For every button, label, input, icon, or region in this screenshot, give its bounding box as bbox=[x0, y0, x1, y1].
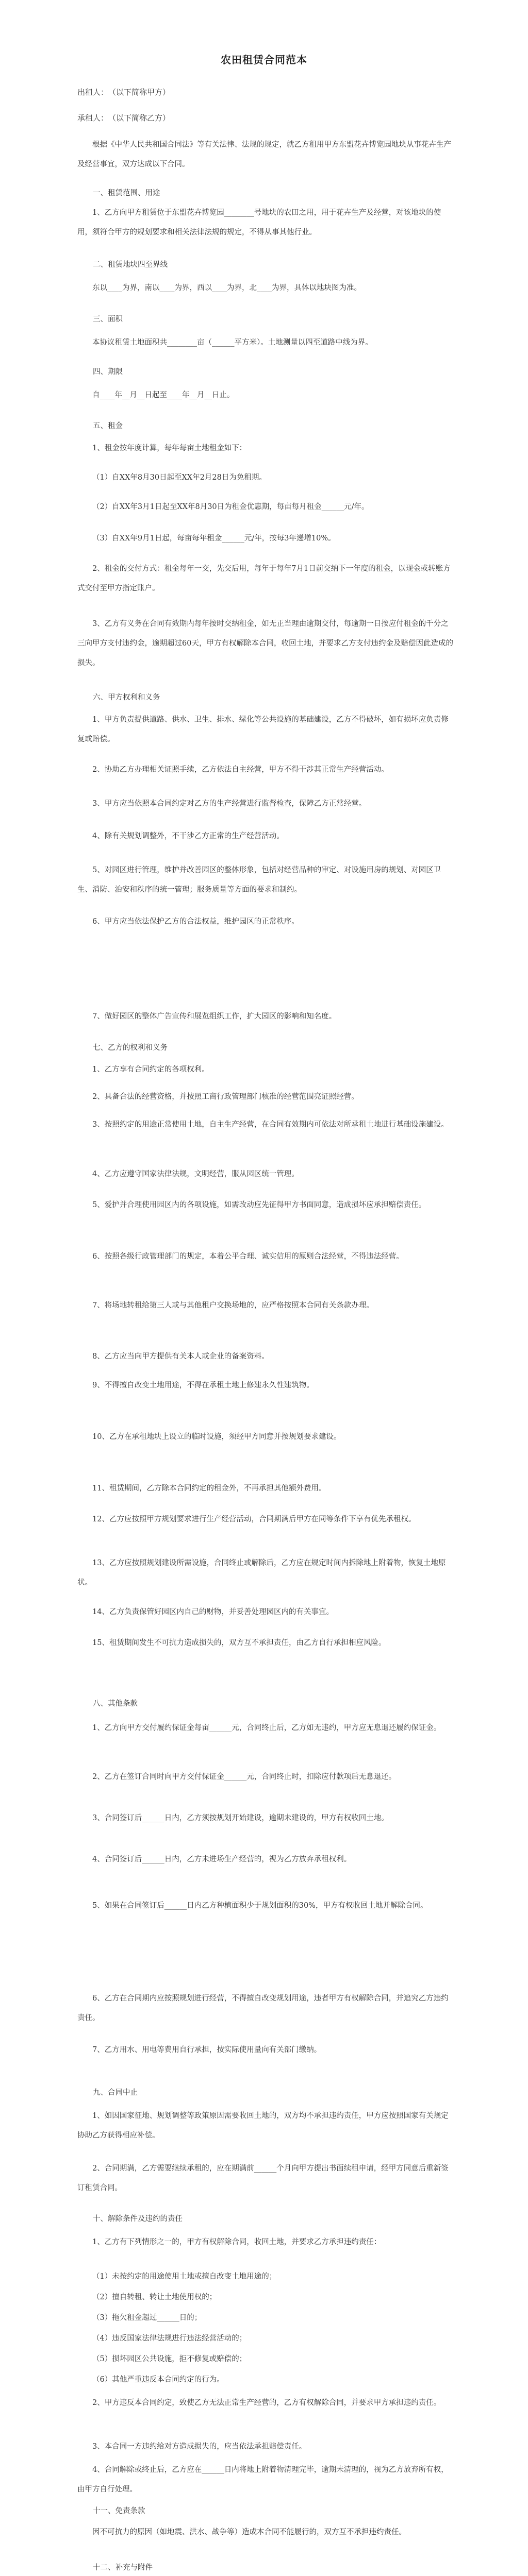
section-5-item-1a: （1）自XX年8月30日起至XX年2月28日为免租期。 bbox=[92, 473, 267, 482]
section-6-item-4: 4、除有关规划调整外，不干涉乙方正常的生产经营活动。 bbox=[92, 832, 284, 840]
section-7-item-6: 6、按照各级行政管理部门的规定，本着公平合理、诚实信用的原则合法经营，不得违法经营。 bbox=[92, 1252, 404, 1261]
section-7-item-12: 12、乙方应按照甲方规划要求进行生产经营活动，合同期满后甲方在同等条件下享有优先承租权。 bbox=[92, 1515, 416, 1523]
section-7-item-7: 7、将场地转租给第三人或与其他租户交换场地的，应严格按照本合同有关条款办理。 bbox=[92, 1301, 374, 1310]
section-7-item-5: 5、爱护并合理使用园区内的各项设施，如需改动应先征得甲方书面同意，造成损坏应承担赔偿责任。 bbox=[92, 1201, 426, 1209]
section-1-heading: 一、租赁范围、用途 bbox=[93, 189, 160, 197]
section-7-item-10: 10、乙方在承租地块上设立的临时设施，须经甲方同意并按规划要求建设。 bbox=[92, 1433, 341, 1441]
section-3-heading: 三、面积 bbox=[93, 315, 123, 324]
section-7-item-11: 11、租赁期间，乙方除本合同约定的租金外，不再承担其他额外费用。 bbox=[92, 1484, 326, 1493]
section-5-heading: 五、租金 bbox=[93, 422, 123, 430]
section-8-heading: 八、其他条款 bbox=[93, 1700, 138, 1708]
section-6-item-7: 7、做好园区的整体广告宣传和展览组织工作，扩大园区的影响和知名度。 bbox=[92, 1012, 337, 1021]
section-10-item-1a: （1）未按约定的用途使用土地或擅自改变土地用途的； bbox=[92, 2273, 277, 2281]
section-7-item-3: 3、按照约定的用途正常使用土地，自主生产经营，在合同有效期内可依法对所承租土地进行基础设施建设。 bbox=[92, 1121, 449, 1129]
section-1-item-1: 1、乙方向甲方租赁位于东盟花卉博览园________号地块的农田之用，用于花卉生产及经营，对该地块的使用，须符合甲方的规划要求和相关法律法规的规定，不得从事其他行业。 bbox=[77, 209, 441, 236]
document-title: 农田租赁合同范本 bbox=[221, 54, 307, 66]
section-7-item-15: 15、租赁期间发生不可抗力造成损失的，双方互不承担责任，由乙方自行承担相应风险。 bbox=[92, 1639, 386, 1647]
section-6-item-5: 5、对园区进行管理，维护并改善园区的整体形象，包括对经营品种的审定、对设施用房的规划、对园区卫生、消防、治安和秩序的统一管理；服务质量等方面的要求和制约。 bbox=[77, 866, 441, 894]
section-6-heading: 六、甲方权利和义务 bbox=[93, 693, 160, 702]
section-10-item-1e: （5）损坏园区公共设施，拒不修复或赔偿的； bbox=[92, 2355, 247, 2363]
section-7-item-8: 8、乙方应当向甲方提供有关本人或企业的备案资料。 bbox=[92, 1352, 269, 1361]
section-10-item-1: 1、乙方有下列情形之一的，甲方有权解除合同，收回土地，并要求乙方承担违约责任： bbox=[92, 2238, 382, 2246]
intro-paragraph: 根据《中华人民共和国合同法》等有关法律、法规的规定，就乙方租用甲方东盟花卉博览园地块从事花卉生产及经营事宜，双方达成以下合同。 bbox=[77, 141, 451, 168]
section-12-heading: 十二、补充与附件 bbox=[93, 2564, 153, 2572]
section-8-item-7: 7、乙方用水、用电等费用自行承担，按实际使用量向有关部门缴纳。 bbox=[92, 2046, 322, 2054]
section-5-item-1: 1、租金按年度计算，每年每亩土地租金如下： bbox=[92, 444, 247, 452]
section-8-item-2: 2、乙方在签订合同时向甲方交付保证金______元，合同终止时，扣除应付款项后无息退还。 bbox=[92, 1773, 397, 1781]
section-11-heading: 十一、免责条款 bbox=[93, 2507, 145, 2515]
section-8-item-1: 1、乙方向甲方交付履约保证金每亩______元，合同终止后，乙方如无违约，甲方应无息退还履约保证金。 bbox=[92, 1724, 441, 1732]
section-6-item-2: 2、协助乙方办理相关证照手续，乙方依法自主经营，甲方不得干涉其正常生产经营活动。 bbox=[92, 766, 389, 774]
section-2-heading: 二、租赁地块四至界线 bbox=[93, 261, 168, 269]
section-11-item-1: 因不可抗力的原因（如地震、洪水、战争等）造成本合同不能履行的，双方互不承担违约责任。 bbox=[92, 2528, 406, 2536]
section-7-item-1: 1、乙方享有合同约定的各项权利。 bbox=[92, 1065, 209, 1074]
section-5-item-3: 3、乙方有义务在合同有效期内每年按时交纳租金，如无正当理由逾期交付，每逾期一日按应付租金的千分之三向甲方支付违约金，逾期超过60天，甲方有权解除本合同，收回土地，并要求乙方支付违约金及赔偿因此造成的损失。 bbox=[77, 620, 453, 667]
section-4-heading: 四、期限 bbox=[93, 368, 123, 376]
section-5-item-1b: （2）自XX年3月1日起至XX年8月30日为租金优惠期，每亩每月租金______元/年。 bbox=[92, 503, 369, 511]
section-6-item-3: 3、甲方应当依照本合同约定对乙方的生产经营进行监督检查，保障乙方正常经营。 bbox=[92, 800, 367, 808]
section-2-item-1: 东以____为界，南以____为界，西以____为界，北____为界，具体以地块图为准。 bbox=[92, 284, 361, 292]
section-5-item-1c: （3）自XX年9月1日起，每亩每年租金______元/年，按每3年递增10%。 bbox=[92, 534, 336, 543]
section-4-item-1: 自____年__月__日起至____年__月__日止。 bbox=[92, 391, 235, 399]
section-6-item-6: 6、甲方应当依法保护乙方的合法权益，维护园区的正常秩序。 bbox=[92, 918, 299, 926]
section-7-item-4: 4、乙方应遵守国家法律法规，文明经营，服从园区统一管理。 bbox=[92, 1170, 299, 1178]
section-10-heading: 十、解除条件及违约的责任 bbox=[93, 2215, 183, 2223]
section-10-item-4: 4、合同解除或终止后，乙方应在______日内将地上附着物清理完毕，逾期未清理的，视为乙方放弃所有权，由甲方自行处理。 bbox=[77, 2466, 449, 2494]
section-6-item-1: 1、甲方负责提供道路、供水、卫生、排水、绿化等公共设施的基础建设，乙方不得破坏，如有损坏应负责修复或赔偿。 bbox=[77, 716, 449, 743]
section-8-item-5: 5、如果在合同签订后______日内乙方种植面积少于规划面积的30%，甲方有权收回土地并解除合同。 bbox=[92, 1902, 428, 1910]
party-b-line: 承租人： （以下简称乙方） bbox=[77, 113, 171, 123]
section-10-item-3: 3、本合同一方违约给对方造成损失的，应当依法承担赔偿责任。 bbox=[92, 2443, 307, 2451]
party-a-line: 出租人： （以下简称甲方） bbox=[77, 88, 171, 97]
section-10-item-1b: （2）擅自转租、转让土地使用权的； bbox=[92, 2293, 217, 2301]
section-9-item-1: 1、如因国家征地、规划调整等政策原因需要收回土地的，双方均不承担违约责任，甲方应按照国家有关规定协助乙方获得相应补偿。 bbox=[77, 2112, 449, 2140]
section-7-item-13: 13、乙方应按照规划建设所需设施，合同终止或解除后，乙方应在规定时间内拆除地上附着物，恢复土地原状。 bbox=[77, 1559, 446, 1587]
section-7-item-14: 14、乙方负责保管好园区内自己的财物，并妥善处理园区内的有关事宜。 bbox=[92, 1608, 334, 1616]
section-7-item-9: 9、不得擅自改变土地用途，不得在承租土地上修建永久性建筑物。 bbox=[92, 1381, 314, 1389]
section-9-heading: 九、合同中止 bbox=[93, 2089, 138, 2097]
section-8-item-4: 4、合同签订后______日内，乙方未进场生产经营的，视为乙方放弃承租权利。 bbox=[92, 1855, 352, 1863]
section-7-heading: 七、乙方的权利和义务 bbox=[93, 1044, 168, 1052]
section-10-item-1d: （4）违反国家法律法规进行违法经营活动的； bbox=[92, 2334, 247, 2343]
section-7-item-2: 2、具备合法的经营资格，并按照工商行政管理部门核准的经营范围亮证照经营。 bbox=[92, 1093, 359, 1101]
section-10-item-1c: （3）拖欠租金超过______日的； bbox=[92, 2314, 202, 2322]
section-9-item-2: 2、合同期满，乙方需要继续承租的，应在期满前______个月向甲方提出书面续租申请，经甲方同意后重新签订租赁合同。 bbox=[77, 2164, 449, 2192]
section-10-item-2: 2、甲方违反本合同约定，致使乙方无法正常生产经营的，乙方有权解除合同，并要求甲方承担违约责任。 bbox=[92, 2399, 441, 2407]
section-5-item-2: 2、租金的交付方式：租金每年一交，先交后用，每年于每年7月1日前交纳下一年度的租金，以现金或转账方式交付至甲方指定账户。 bbox=[77, 565, 451, 592]
section-3-item-1: 本协议租赁土地面积共________亩（______平方米）。土地测量以四至道路中线为界。 bbox=[92, 338, 373, 347]
section-10-item-1f: （6）其他严重违反本合同约定的行为。 bbox=[92, 2376, 224, 2384]
section-8-item-6: 6、乙方在合同期内应按照规划进行经营，不得擅自改变规划用途，违者甲方有权解除合同，并追究乙方违约责任。 bbox=[77, 1994, 449, 2022]
section-8-item-3: 3、合同签订后______日内，乙方须按规划开始建设，逾期未建设的，甲方有权收回土地。 bbox=[92, 1814, 389, 1822]
